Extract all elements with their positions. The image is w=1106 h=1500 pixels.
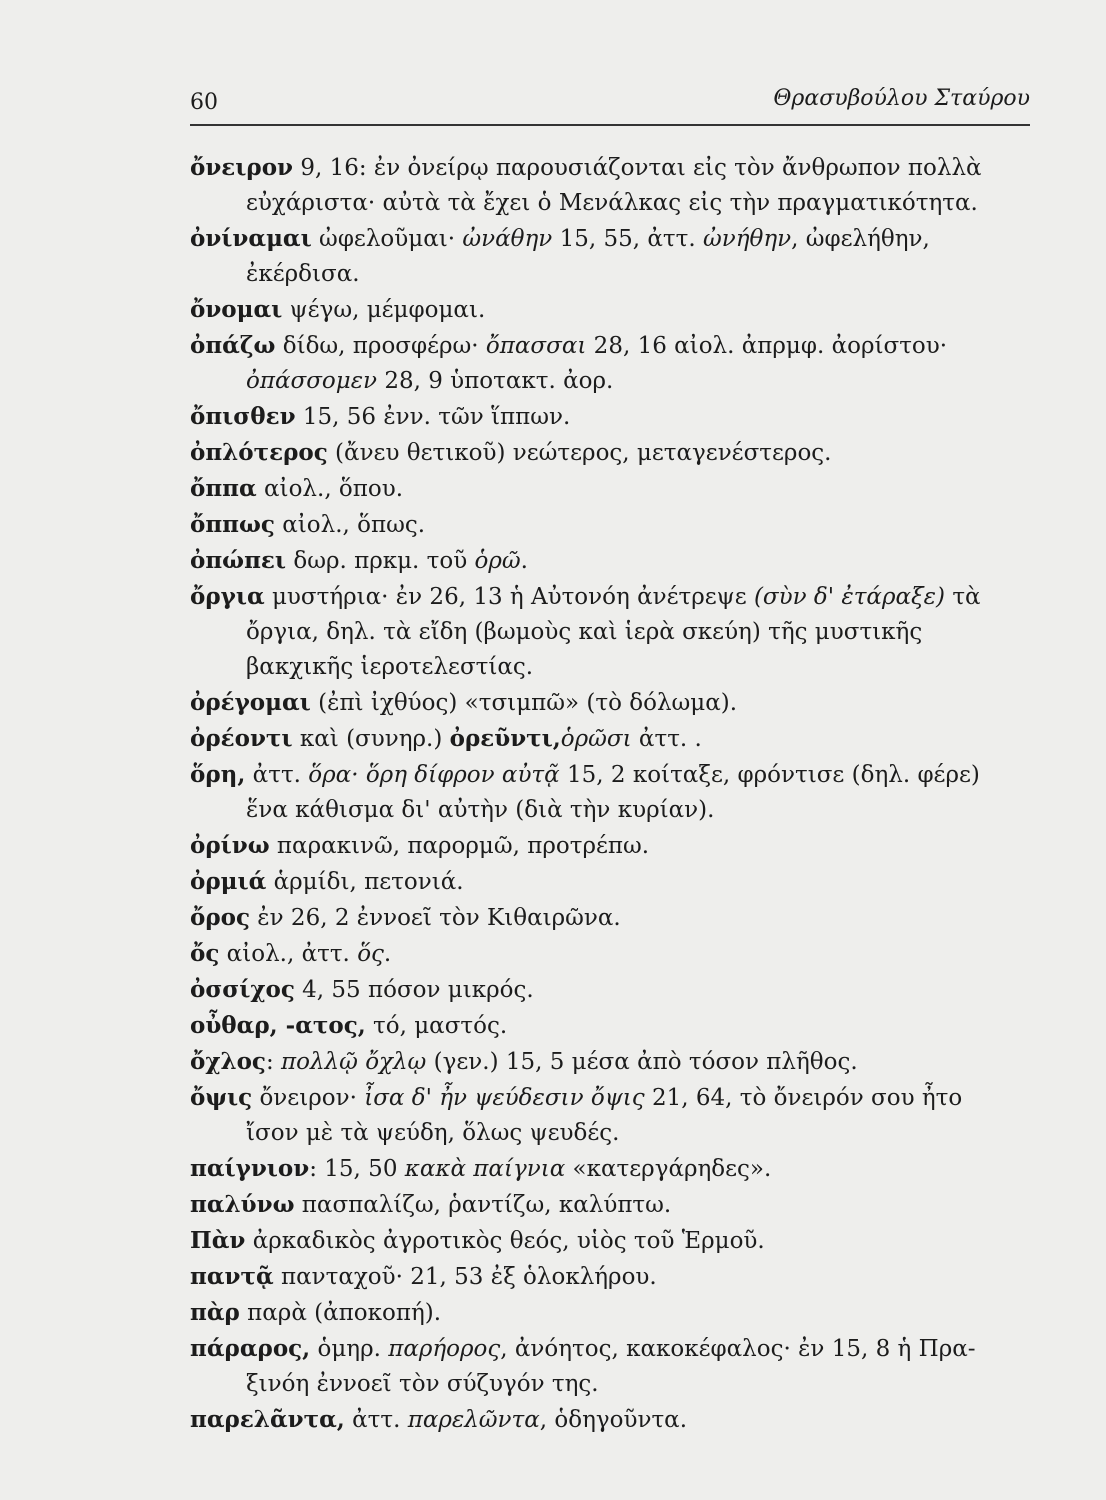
entry-definition: 21, 64, τὸ ὄνειρόν σου ἦτο — [644, 1085, 963, 1111]
entry-definition: δίδω, προσφέρω· — [275, 333, 486, 359]
entry-definition: εὐχάριστα· αὐτὰ τὰ ἔχει ὁ Μενάλκας εἰς τὴν πραγματικότητα. — [246, 190, 978, 216]
entry-definition: 28, 16 αἰολ. ἀπρμφ. ἀορίστου· — [586, 333, 948, 359]
entry-lemma: ὄνομαι — [190, 296, 283, 323]
entry-citation: ὅρα· ὅρη δίφρον αὐτᾷ — [308, 762, 560, 788]
entry-definition: ψέγω, μέμφομαι. — [282, 297, 486, 323]
entry-lemma: ὄνειρον — [190, 154, 294, 181]
entry-lemma: παίγνιον — [190, 1155, 310, 1182]
entry-lemma: ὀρμιά — [190, 868, 267, 895]
entry-lemma: ὀρέοντι — [190, 725, 293, 752]
entry-definition: , ὁδηγοῦντα. — [539, 1407, 688, 1433]
entry-definition: «κατεργάρηδες». — [565, 1156, 772, 1182]
entry-variant: ὀρεῦντι, — [449, 725, 561, 752]
glossary-entry — [190, 828, 1040, 864]
entry-continuation — [190, 650, 1040, 685]
entry-continuation — [190, 364, 1040, 399]
glossary-entry — [190, 1331, 1040, 1402]
entry-definition: ἀττ. — [631, 726, 695, 752]
entry-definition: ὠφελοῦμαι· — [311, 226, 463, 252]
entry-definition: 9, 16: ἐν ὀνείρῳ παρουσιάζονται εἰς τὸν ἄνθρωπον πολλὰ — [293, 155, 982, 181]
entry-lemma: ὄρος — [190, 904, 250, 931]
entry-lemma: ὀπλότερος — [190, 439, 328, 466]
glossary-entry — [190, 685, 1040, 721]
entry-definition: ὄργια, δηλ. τὰ εἴδη (βωμοὺς καὶ ἱερὰ σκεύη) τῆς μυστικῆς — [246, 619, 923, 645]
glossary-entry — [190, 972, 1040, 1008]
glossary-entry — [190, 1295, 1040, 1331]
entry-definition: , ἀνόητος, κακοκέφαλος· ἐν 15, 8 ἡ Πρα- — [500, 1336, 976, 1362]
glossary-entry — [190, 579, 1040, 685]
glossary-entry — [190, 471, 1040, 507]
entry-definition: 15, 2 κοίταξε, φρόντισε (δηλ. φέρε) — [559, 762, 980, 788]
entry-lemma: παλύνω — [190, 1191, 295, 1218]
entry-continuation — [190, 793, 1040, 828]
entry-citation: πολλῷ ὄχλῳ — [281, 1049, 427, 1075]
entry-definition: ἀρκαδικὸς ἀγροτικὸς θεός, υἱὸς τοῦ Ἑρμοῦ. — [245, 1228, 765, 1254]
entry-citation: ὅς — [357, 941, 384, 967]
entry-lemma: παρελᾶντα, — [190, 1406, 345, 1433]
glossary-entry — [190, 1008, 1040, 1044]
entry-lemma: ὄχλος — [190, 1048, 266, 1075]
entry-definition: , ὠφελήθην, — [791, 226, 930, 252]
entry-definition: 28, 9 ὑποτακτ. ἀορ. — [377, 368, 614, 394]
entry-definition: : 15, 50 — [309, 1156, 405, 1182]
entry-definition: ἕνα κάθισμα δι' αὐτὴν (διὰ τὴν κυρίαν). — [246, 797, 715, 823]
glossary-entry — [190, 900, 1040, 936]
entry-citation: (σὺν δ' ἐτάραξε) — [753, 584, 946, 610]
entry-continuation — [190, 615, 1040, 650]
entry-citation: ὠνήθην — [702, 226, 792, 252]
entry-definition: ὁμηρ. — [310, 1336, 389, 1362]
entry-definition: καὶ (συνηρ.) — [292, 726, 450, 752]
entry-lemma: πὰρ — [190, 1299, 240, 1326]
entry-definition: ὄνειρον· — [252, 1085, 365, 1111]
entry-lemma: ὀπώπει — [190, 547, 287, 574]
entry-citation: ὄπασσαι — [485, 333, 587, 359]
glossary-entry — [190, 1223, 1040, 1259]
entry-definition: ἁρμίδι, πετονιά. — [266, 869, 464, 895]
entry-lemma: ὄς — [190, 940, 220, 967]
entry-citation: ὁρῶσι — [560, 726, 632, 752]
entry-definition: 4, 55 πόσον μικρός. — [294, 977, 534, 1003]
glossary-entry — [190, 221, 1040, 292]
entry-lemma: ὄππα — [190, 475, 257, 502]
entry-definition: αἰολ., ἀττ. — [219, 941, 358, 967]
entry-definition: (γεν.) 15, 5 μέσα ἀπὸ τόσον πλῆθος. — [426, 1049, 858, 1075]
entry-citation: ὠνάθην — [462, 226, 553, 252]
glossary-entry — [190, 435, 1040, 471]
entry-citation: κακὰ παίγνια — [404, 1156, 566, 1182]
glossary-entry — [190, 507, 1040, 543]
glossary-entry — [190, 721, 1040, 757]
entry-definition: . — [694, 726, 702, 752]
entry-definition: ἐκέρδισα. — [246, 261, 360, 287]
entry-definition: ἴσον μὲ τὰ ψεύδη, ὅλως ψευδές. — [246, 1120, 620, 1146]
entry-citation: ἶσα δ' ἦν ψεύδεσιν ὄψις — [364, 1085, 645, 1111]
entry-definition: πανταχοῦ· 21, 53 ἐξ ὁλοκλήρου. — [273, 1264, 657, 1290]
entry-citation: ὀπάσσομεν — [246, 368, 378, 394]
glossary-entry — [190, 292, 1040, 328]
entry-continuation — [190, 1116, 1040, 1151]
glossary-entry — [190, 1080, 1040, 1151]
entry-definition: . — [520, 548, 528, 574]
entry-definition: 15, 55, ἀττ. — [552, 226, 703, 252]
entry-definition: αἰολ., ὅπως. — [274, 512, 426, 538]
glossary-entry — [190, 757, 1040, 828]
entry-definition: αἰολ., ὅπου. — [256, 476, 404, 502]
entry-lemma: ὄργια — [190, 583, 265, 610]
glossary-entry — [190, 399, 1040, 435]
glossary-entry — [190, 150, 1040, 221]
entry-definition: : — [265, 1049, 282, 1075]
entry-definition: (ἄνευ θετικοῦ) νεώτερος, μεταγενέστερος. — [327, 440, 832, 466]
entry-definition: βακχικῆς ἱεροτελεστίας. — [246, 654, 534, 680]
glossary-entry — [190, 1044, 1040, 1080]
entry-lemma: ὀπάζω — [190, 332, 276, 359]
entry-definition: παρακινῶ, παρορμῶ, προτρέπω. — [269, 833, 650, 859]
entry-definition: παρὰ (ἀποκοπή). — [239, 1300, 442, 1326]
glossary-entry — [190, 864, 1040, 900]
entry-definition: ξινόη ἐννοεῖ τὸν σύζυγόν της. — [246, 1371, 599, 1397]
entry-definition: δωρ. πρκμ. τοῦ — [286, 548, 475, 574]
entry-lemma: οὖθαρ, -ατος, — [190, 1012, 366, 1039]
entry-lemma: ὄψις — [190, 1084, 253, 1111]
entry-citation: παρελῶντα — [407, 1407, 540, 1433]
entry-citation: ὁρῶ — [474, 548, 521, 574]
entry-lemma: ὀνίναμαι — [190, 225, 312, 252]
entry-definition: ἐν 26, 2 ἐννοεῖ τὸν Κιθαιρῶνα. — [249, 905, 621, 931]
entry-lemma: πάραρος, — [190, 1335, 311, 1362]
glossary-entry — [190, 1259, 1040, 1295]
entry-definition: πασπαλίζω, ῥαντίζω, καλύπτω. — [294, 1192, 672, 1218]
entry-lemma: ὄππως — [190, 511, 275, 538]
entry-lemma: ὀρίνω — [190, 832, 270, 859]
entry-citation: παρήορος — [388, 1336, 501, 1362]
entry-continuation — [190, 186, 1040, 221]
glossary-entry — [190, 328, 1040, 399]
glossary-entries — [190, 150, 1040, 1438]
entry-lemma: παντᾷ — [190, 1263, 274, 1290]
glossary-entry — [190, 1187, 1040, 1223]
glossary-entry — [190, 936, 1040, 972]
entry-definition: τό, μαστός. — [365, 1013, 508, 1039]
entry-definition: 15, 56 ἐνν. τῶν ἵππων. — [295, 404, 571, 430]
running-head: Θρασυβούλου Σταύρου — [773, 86, 1030, 111]
glossary-entry — [190, 1402, 1040, 1438]
entry-continuation — [190, 257, 1040, 292]
entry-lemma: ὅρη, — [190, 761, 246, 788]
entry-lemma: ὀσσίχος — [190, 976, 295, 1003]
entry-continuation — [190, 1367, 1040, 1402]
entry-definition: . — [383, 941, 392, 967]
glossary-entry — [190, 543, 1040, 579]
entry-definition: τὰ — [945, 584, 981, 610]
entry-definition: (ἐπὶ ἰχθύος) «τσιμπῶ» (τὸ δόλωμα). — [310, 690, 738, 716]
entry-definition: ἀττ. — [245, 762, 309, 788]
entry-lemma: ὀρέγομαι — [190, 689, 311, 716]
page-number: 60 — [190, 90, 218, 115]
entry-lemma: Πὰν — [190, 1227, 246, 1254]
entry-definition: ἀττ. — [344, 1407, 408, 1433]
page-header — [190, 70, 1030, 126]
entry-definition: μυστήρια· ἐν 26, 13 ἡ Αὐτονόη ἀνέτρεψε — [264, 584, 754, 610]
glossary-entry — [190, 1151, 1040, 1187]
entry-lemma: ὄπισθεν — [190, 403, 296, 430]
